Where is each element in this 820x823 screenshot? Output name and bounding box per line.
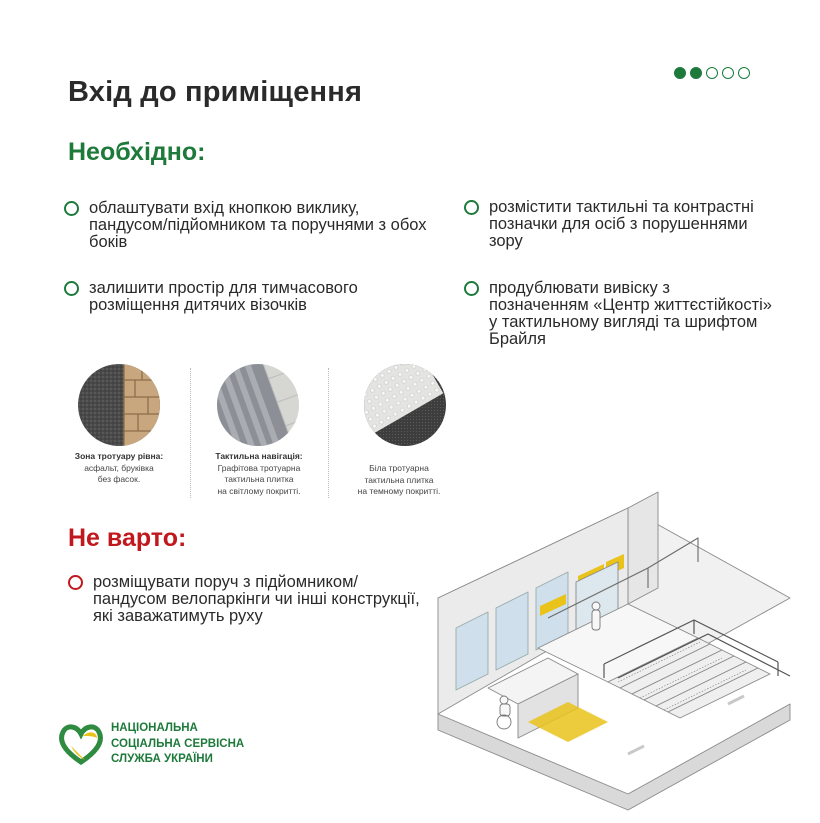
surface-caption: Зона тротуару рівна: асфальт, бруківка без фасок. [74,451,164,484]
required-heading: Необхідно: [68,138,206,166]
required-item-text: облаштувати вхід кнопкою виклику, пандусом/підйомником та поручнями з обох боків [89,199,427,251]
circle-bullet-icon [64,281,79,296]
page-dot[interactable] [690,67,702,79]
page-title: Вхід до приміщення [68,76,363,108]
required-item [64,200,439,251]
page-dot[interactable] [706,67,718,79]
circle-bullet-icon [464,281,479,296]
graphite-tactile-tile-photo [217,364,299,446]
circle-bullet-icon [68,575,83,590]
page-dot[interactable] [674,67,686,79]
surface-caption: Тактильна навігація: Графітова тротуарна тактильна плитка на світлому покритті. [215,451,303,496]
required-item [464,280,774,348]
circle-bullet-icon [464,200,479,215]
asphalt-paving-photo [78,364,160,446]
avoid-item [68,574,428,625]
page-dot[interactable] [738,67,750,79]
required-item-text: продублювати вивіску з позначенням «Центр життєстійкості» у тактильному вигляді та шрифтом Брайля [489,279,772,348]
required-item [464,199,774,250]
avoid-item-text: розміщувати поруч з підйомником/пандусом велопаркінги чи інші конструкції, які заважатимуть руху [93,573,420,625]
page-dot[interactable] [722,67,734,79]
logo-text: НАЦІОНАЛЬНА СОЦІАЛЬНА СЕРВІСНА СЛУЖБА УКРАЇНИ [111,722,245,765]
pagination-dots [674,67,750,79]
required-item-text: розмістити тактильні та контрастні позначки для осіб з порушеннями зору [489,198,754,250]
required-item [64,280,439,314]
surface-caption: Біла тротуарна тактильна плитка на темному покритті. [357,463,441,496]
circle-bullet-icon [64,201,79,216]
dotted-divider [328,368,329,498]
nsss-logo[interactable] [57,720,105,773]
entrance-illustration [428,478,818,818]
avoid-heading: Не варто: [68,524,187,552]
required-item-text: залишити простір для тимчасового розміщення дитячих візочків [89,279,358,314]
heart-logo-icon [57,720,105,768]
white-tactile-tile-photo [364,364,446,446]
